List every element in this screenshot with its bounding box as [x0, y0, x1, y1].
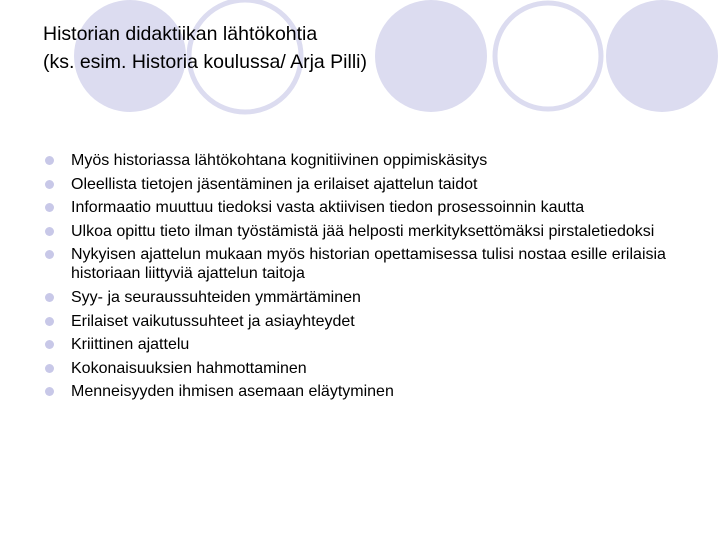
bullet-list: [45, 151, 685, 406]
bullet-text: Syy- ja seuraussuhteiden ymmärtäminen: [71, 288, 361, 306]
bullet-item: [45, 198, 685, 217]
bullet-item: [45, 222, 685, 241]
bullet-dot-icon: [45, 293, 54, 302]
bullet-text: Informaatio muuttuu tiedoksi vasta aktiivisen tiedon prosessoinnin kautta: [71, 199, 585, 217]
bullet-dot-icon: [45, 317, 54, 326]
bullet-dot-icon: [45, 250, 54, 259]
bullet-dot-icon: [45, 156, 54, 165]
filled-circle: [606, 0, 718, 112]
outline-circle: [495, 3, 601, 109]
bullet-text: Myös historiassa lähtökohtana kognitiivinen oppimiskäsitys: [71, 152, 488, 169]
title-line-1: Historian didaktiikan lähtökohtia: [43, 23, 318, 45]
bullet-text: Ulkoa opittu tieto ilman työstämistä jää helposti merkityksettömäksi pirstaletiedoksi: [71, 222, 655, 240]
bullet-item: [45, 175, 685, 194]
bullet-item: [45, 151, 685, 170]
bullet-item: [45, 288, 685, 307]
slide-title: [43, 20, 367, 76]
bullet-dot-icon: [45, 227, 54, 236]
filled-circle: [375, 0, 487, 112]
bullet-text: Erilaiset vaikutussuhteet ja asiayhteydet: [71, 312, 355, 330]
bullet-text: Nykyisen ajattelun mukaan myös historian opettamisessa tulisi nostaa esille erilaisia historiaan liittyviä ajattelun taitoja: [71, 246, 666, 283]
bullet-text: Menneisyyden ihmisen asemaan eläytyminen: [71, 383, 394, 401]
bullet-dot-icon: [45, 203, 54, 212]
bullet-dot-icon: [45, 387, 54, 396]
bullet-text: Kokonaisuuksien hahmottaminen: [71, 359, 307, 377]
bullet-item: [45, 245, 685, 283]
title-line-2: (ks. esim. Historia koulussa/ Arja Pilli): [43, 51, 367, 73]
bullet-text: Oleellista tietojen jäsentäminen ja erilaiset ajattelun taidot: [71, 175, 478, 193]
bullet-item: [45, 312, 685, 331]
bullet-item: [45, 359, 685, 378]
bullet-dot-icon: [45, 364, 54, 373]
bullet-item: [45, 335, 685, 354]
bullet-dot-icon: [45, 340, 54, 349]
bullet-text: Kriittinen ajattelu: [71, 336, 190, 354]
bullet-item: [45, 382, 685, 401]
bullet-dot-icon: [45, 180, 54, 189]
